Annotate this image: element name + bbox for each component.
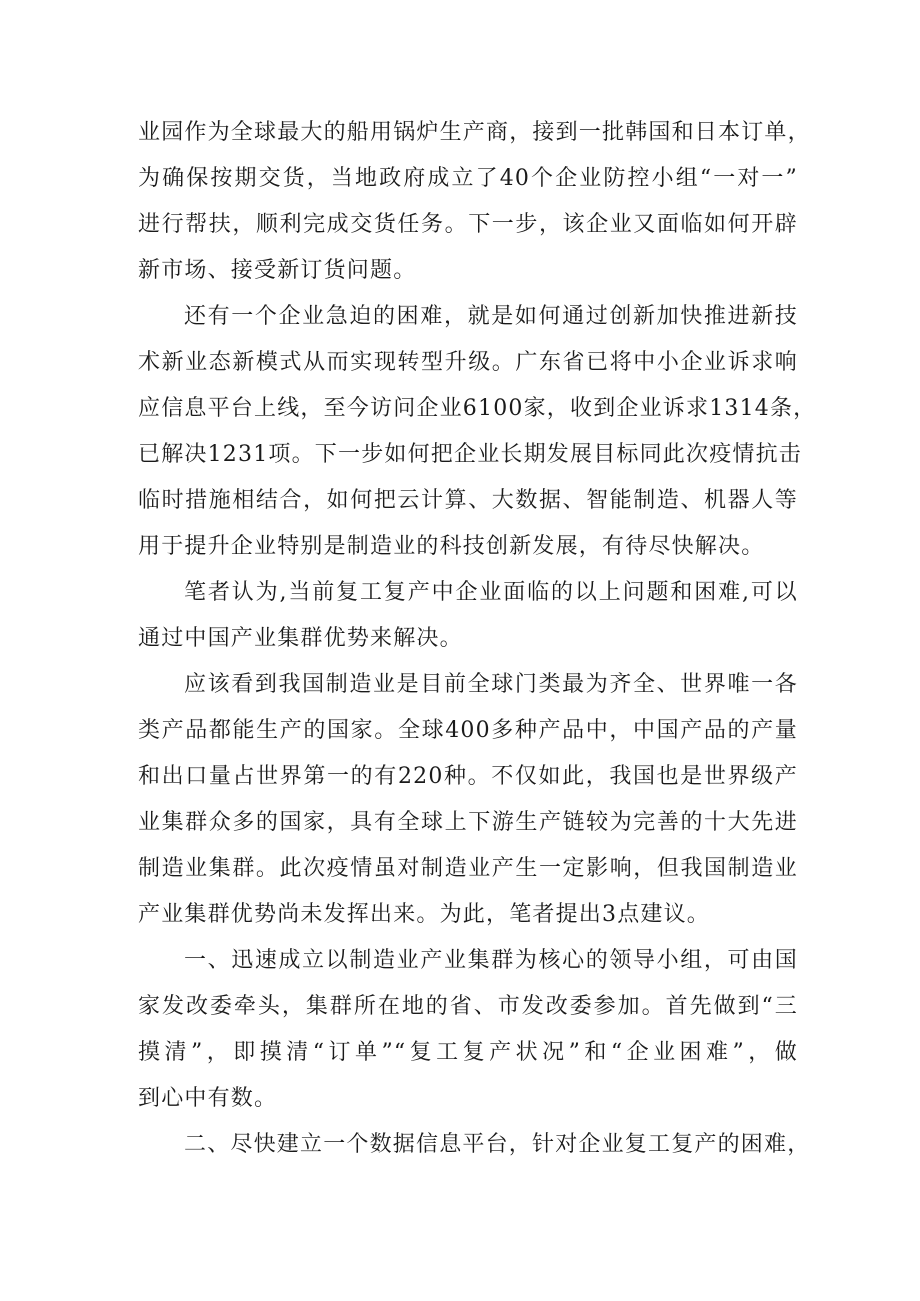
text-line: 业园作为全球最大的船用锅炉生产商，接到一批韩国和日本订单， (138, 120, 811, 145)
text-line: 一、迅速成立以制造业产业集群为核心的领导小组，可由国 (184, 948, 798, 973)
text-line: 二、尽快建立一个数据信息平台，针对企业复工复产的困难， (184, 1132, 811, 1157)
text-line: 类产品都能生产的国家。全球400多种产品中，中国产品的产量 (138, 718, 798, 743)
text-line: 用于提升企业特别是制造业的科技创新发展，有待尽快解决。 (138, 534, 765, 559)
text-line: 摸清”，即摸清“订单”“复工复产状况”和“企业困难”，做 (138, 1040, 798, 1065)
text-line: 临时措施相结合，如何把云计算、大数据、智能制造、机器人等 (138, 488, 798, 513)
text-line: 术新业态新模式从而实现转型升级。广东省已将中小企业诉求响 (138, 350, 798, 375)
text-line: 笔者认为,当前复工复产中企业面临的以上问题和困难,可以 (184, 580, 798, 605)
text-line: 新市场、接受新订货问题。 (138, 258, 417, 283)
text-line: 进行帮扶，顺利完成交货任务。下一步，该企业又面临如何开辟 (138, 212, 798, 237)
text-line: 还有一个企业急迫的困难，就是如何通过创新加快推进新技 (184, 304, 798, 329)
text-line: 已解决1231项。下一步如何把企业长期发展目标同此次疫情抗击 (138, 442, 802, 467)
text-line: 家发改委牵头，集群所在地的省、市发改委参加。首先做到“三 (138, 994, 798, 1019)
text-line: 业集群众多的国家，具有全球上下游生产链较为完善的十大先进 (138, 810, 798, 835)
text-line: 通过中国产业集群优势来解决。 (138, 626, 463, 651)
text-line: 制造业集群。此次疫情虽对制造业产生一定影响，但我国制造业 (138, 856, 798, 881)
text-line: 应该看到我国制造业是目前全球门类最为齐全、世界唯一各 (184, 672, 798, 697)
text-line: 为确保按期交货，当地政府成立了40个企业防控小组“一对一” (138, 166, 798, 191)
text-line: 和出口量占世界第一的有220种。不仅如此，我国也是世界级产 (138, 764, 798, 789)
text-line: 应信息平台上线，至今访问企业6100家，收到企业诉求1314条， (138, 396, 817, 421)
text-line: 到心中有数。 (138, 1086, 278, 1111)
text-line: 产业集群优势尚未发挥出来。为此，笔者提出3点建议。 (138, 902, 710, 927)
